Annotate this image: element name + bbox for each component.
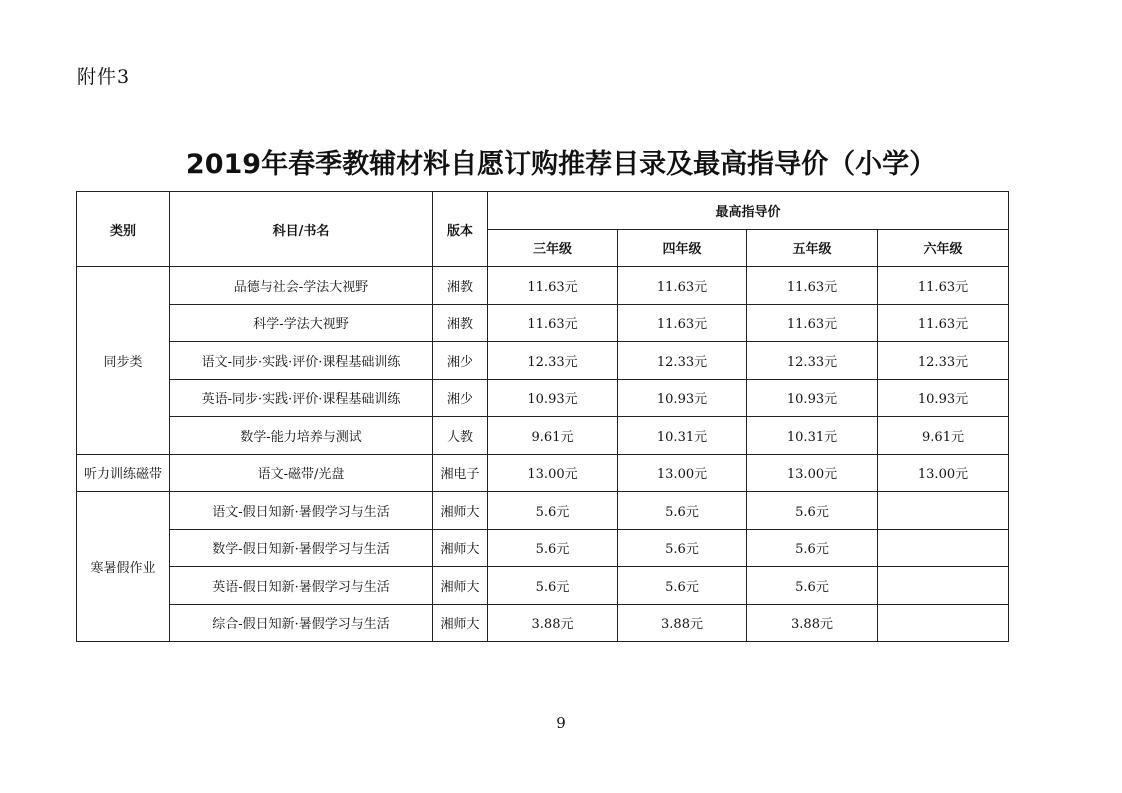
price-cell: 10.93元 — [747, 379, 878, 417]
edition-cell: 湘少 — [433, 379, 488, 417]
price-cell: 11.63元 — [618, 304, 747, 342]
price-cell: 3.88元 — [618, 604, 747, 642]
price-cell: 11.63元 — [488, 267, 618, 305]
category-cell: 寒暑假作业 — [77, 492, 170, 642]
subject-cell: 语文-同步·实践·评价·课程基础训练 — [170, 342, 433, 380]
price-cell: 10.93元 — [618, 379, 747, 417]
table-row — [77, 379, 1009, 417]
header-grade-6: 六年级 — [878, 229, 1009, 267]
header-grade-5: 五年级 — [747, 229, 878, 267]
subject-cell: 语文-假日知新·暑假学习与生活 — [170, 492, 433, 530]
price-cell — [878, 567, 1009, 605]
table-row — [77, 267, 1009, 305]
price-cell: 10.93元 — [488, 379, 618, 417]
attachment-label: 附件3 — [77, 66, 131, 88]
edition-cell: 湘教 — [433, 304, 488, 342]
edition-cell: 湘师大 — [433, 567, 488, 605]
price-cell: 5.6元 — [618, 567, 747, 605]
header-max-price: 最高指导价 — [488, 192, 1009, 230]
price-cell: 13.00元 — [488, 454, 618, 492]
edition-cell: 湘少 — [433, 342, 488, 380]
table-header — [77, 192, 1009, 267]
edition-cell: 湘师大 — [433, 604, 488, 642]
edition-cell: 人教 — [433, 417, 488, 455]
price-cell: 11.63元 — [747, 267, 878, 305]
table-row — [77, 492, 1009, 530]
category-cell: 听力训练磁带 — [77, 454, 170, 492]
price-cell: 5.6元 — [488, 492, 618, 530]
price-cell: 12.33元 — [878, 342, 1009, 380]
subject-cell: 数学-能力培养与测试 — [170, 417, 433, 455]
price-cell — [878, 604, 1009, 642]
header-grade-3: 三年级 — [488, 229, 618, 267]
price-cell: 5.6元 — [747, 529, 878, 567]
subject-cell: 语文-磁带/光盘 — [170, 454, 433, 492]
price-cell: 12.33元 — [747, 342, 878, 380]
subject-cell: 科学-学法大视野 — [170, 304, 433, 342]
table-row — [77, 567, 1009, 605]
price-cell — [878, 529, 1009, 567]
table-row — [77, 417, 1009, 455]
price-cell: 3.88元 — [747, 604, 878, 642]
price-cell: 9.61元 — [878, 417, 1009, 455]
price-cell: 11.63元 — [488, 304, 618, 342]
edition-cell: 湘教 — [433, 267, 488, 305]
header-category: 类别 — [77, 192, 170, 267]
table-body — [77, 267, 1009, 642]
header-grade-4: 四年级 — [618, 229, 747, 267]
table-row — [77, 342, 1009, 380]
edition-cell: 湘师大 — [433, 529, 488, 567]
document-title: 2019年春季教辅材料自愿订购推荐目录及最高指导价（小学） — [185, 149, 937, 180]
edition-cell: 湘电子 — [433, 454, 488, 492]
table-row — [77, 529, 1009, 567]
page-number: 9 — [556, 714, 566, 732]
price-cell: 12.33元 — [488, 342, 618, 380]
price-cell — [878, 492, 1009, 530]
price-cell: 5.6元 — [488, 529, 618, 567]
price-cell: 13.00元 — [618, 454, 747, 492]
price-cell: 3.88元 — [488, 604, 618, 642]
price-cell: 13.00元 — [747, 454, 878, 492]
price-cell: 12.33元 — [618, 342, 747, 380]
price-cell: 9.61元 — [488, 417, 618, 455]
price-table — [76, 191, 1009, 642]
price-cell: 10.93元 — [878, 379, 1009, 417]
edition-cell: 湘师大 — [433, 492, 488, 530]
subject-cell: 综合-假日知新·暑假学习与生活 — [170, 604, 433, 642]
price-cell: 5.6元 — [488, 567, 618, 605]
header-subject: 科目/书名 — [170, 192, 433, 267]
table-row — [77, 454, 1009, 492]
table-row — [77, 304, 1009, 342]
category-cell: 同步类 — [77, 267, 170, 455]
price-cell: 11.63元 — [878, 267, 1009, 305]
table-row — [77, 604, 1009, 642]
subject-cell: 英语-假日知新·暑假学习与生活 — [170, 567, 433, 605]
price-cell: 11.63元 — [878, 304, 1009, 342]
price-cell: 5.6元 — [618, 529, 747, 567]
subject-cell: 品德与社会-学法大视野 — [170, 267, 433, 305]
price-cell: 11.63元 — [618, 267, 747, 305]
price-cell: 10.31元 — [618, 417, 747, 455]
price-cell: 11.63元 — [747, 304, 878, 342]
subject-cell: 英语-同步·实践·评价·课程基础训练 — [170, 379, 433, 417]
price-cell: 5.6元 — [747, 492, 878, 530]
header-edition: 版本 — [433, 192, 488, 267]
subject-cell: 数学-假日知新·暑假学习与生活 — [170, 529, 433, 567]
price-cell: 13.00元 — [878, 454, 1009, 492]
price-cell: 10.31元 — [747, 417, 878, 455]
price-cell: 5.6元 — [747, 567, 878, 605]
price-cell: 5.6元 — [618, 492, 747, 530]
